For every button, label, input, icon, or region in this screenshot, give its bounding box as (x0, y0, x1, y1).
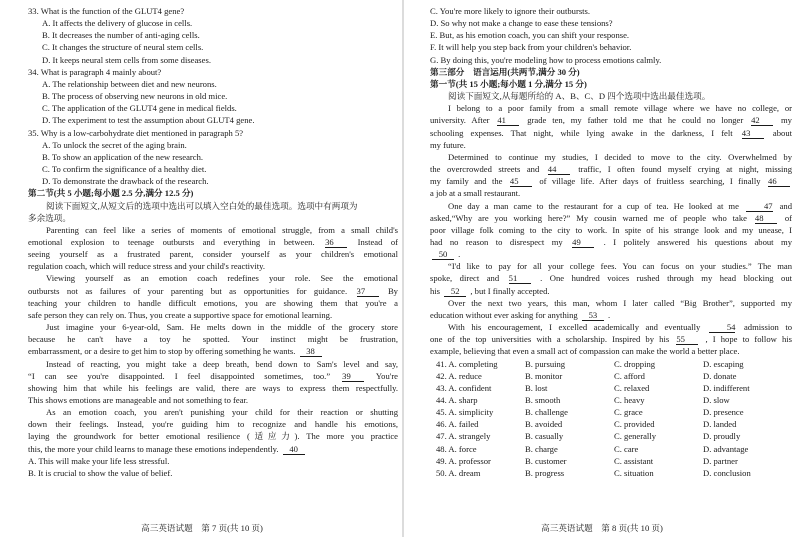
line-text: F. It will help you step back from your children's behavior. (430, 42, 632, 53)
blank-number: 55 (676, 335, 698, 345)
blank-number: 39 (342, 372, 364, 382)
line-text: D. The experiment to test the assumption about GLUT4 gene. (42, 115, 255, 126)
line-text-after: . I politely answered his questions about my (603, 236, 792, 247)
line-text-after: . One hundred voices rushed through my head blocking out (540, 273, 792, 284)
option-choice: D. conclusion (703, 467, 751, 478)
line-text: 阅读下面短文,从短文后的选项中选出可以填入空白处的最佳选项。选项中有两项为 (46, 200, 358, 211)
option-choice: B. monitor (525, 370, 563, 381)
text-line (430, 248, 792, 260)
blank-number: 47 (746, 202, 773, 212)
line-text: D. It keeps neural stem cells from some diseases. (42, 54, 211, 65)
line-text: a job at a small restaurant. (430, 188, 521, 199)
line-text: C. To confirm the significance of a healthy diet. (42, 164, 207, 175)
blank-number: 49 (572, 238, 594, 248)
blank-number: 53 (582, 311, 604, 321)
line-text: D. To demonstrate the drawback of the research. (42, 176, 209, 187)
line-text: Over the next two years, this man, whom I later called “Big Brother”, supported my (448, 297, 792, 308)
text-line (430, 309, 792, 321)
text-line (430, 5, 792, 17)
text-line (28, 297, 398, 309)
page-8-footer: 高三英语试题 第 8 页(共 10 页) (541, 523, 663, 533)
option-choice: C. dropping (614, 358, 656, 369)
option-choice: D. slow (703, 395, 730, 405)
text-line (28, 370, 398, 382)
line-text-after: traffic, I often found myself crying at night, missing (578, 164, 792, 175)
blank-number: 41 (497, 116, 519, 126)
text-line (28, 236, 398, 248)
option-choice: 47. A. strangely (436, 431, 491, 442)
text-line (430, 187, 792, 199)
page-7-footer: 高三英语试题 第 7 页(共 10 页) (141, 523, 263, 533)
line-text: my family and the (430, 176, 503, 187)
text-line (430, 17, 792, 29)
option-row (430, 418, 792, 430)
line-text: 多余选项。 (28, 212, 71, 223)
line-text: C. You're more likely to ignore their outbursts. (430, 6, 591, 16)
line-text: spoke, direct and (430, 273, 500, 284)
line-text-after: , but I finally accepted. (470, 285, 550, 296)
line-text: One day a man came to the restaurant for a cup of tea. He looked at me (448, 200, 739, 211)
page-7-text (28, 5, 398, 479)
text-line (28, 54, 398, 66)
text-line (430, 66, 792, 78)
line-text: schooling expenses. That night, while lying awake in the darkness, I felt (430, 127, 733, 138)
text-line (430, 285, 792, 297)
line-text: B. To show an application of the new research. (42, 151, 204, 162)
line-text-after: You're (375, 370, 398, 381)
line-text: B. The process of observing new neurons in old mice. (42, 91, 228, 102)
line-text-after: . (458, 249, 461, 260)
line-text: 34. What is paragraph 4 mainly about? (28, 66, 162, 77)
blank-number: 54 (709, 323, 736, 333)
text-line (28, 66, 398, 78)
blank-number: 38 (300, 347, 322, 357)
line-text: This shows emotions are manageable and not something to fear. (28, 395, 249, 405)
text-line (28, 212, 398, 224)
option-choice: D. indifferent (703, 382, 750, 393)
option-row (430, 467, 792, 479)
text-line (28, 224, 398, 236)
line-text: my future. (430, 139, 466, 150)
option-choice: C. situation (614, 467, 654, 478)
blank-number: 48 (755, 214, 777, 224)
option-choice: B. charge (525, 443, 558, 454)
line-text: 35. Why is a low-carbohydrate diet mentioned in paragraph 5? (28, 127, 244, 138)
text-line (430, 29, 792, 41)
line-text: A. This will make your life less stressful. (28, 455, 170, 466)
text-line (28, 406, 398, 418)
line-text-after: about (772, 127, 792, 138)
text-line (28, 200, 398, 212)
line-text: I belong to a poor family from a small remote village where we have no college, or (448, 103, 792, 114)
line-text: regulation coach, which will reduce stress and your child's reactivity. (28, 261, 266, 272)
option-choice: C. heavy (614, 395, 645, 405)
text-line (430, 345, 792, 357)
line-text: one of the top universities with a scholarship. Inspired by his (430, 334, 670, 345)
line-text: 阅读下面短文,从每题所给的 A、B、C、D 四个选项中选出最佳选项。 (448, 91, 711, 102)
text-line (28, 5, 398, 17)
blank-number: 46 (768, 177, 790, 187)
option-choice: B. pursuing (525, 358, 566, 369)
text-line (430, 321, 792, 333)
option-choice: D. landed (703, 419, 737, 430)
text-line (430, 90, 792, 102)
line-text: 第一节(共 15 小题;每小题 1 分,满分 15 分) (430, 78, 587, 89)
option-choice: B. avoided (525, 419, 563, 430)
line-text: Instead of reacting, you might take a deep breath, bend down to Sam's level and say, (46, 358, 398, 369)
option-choice: B. casually (525, 431, 564, 442)
line-text: outbursts not as failures of your parenting but as opportunities for guidance. (28, 285, 348, 296)
text-line (28, 285, 398, 297)
text-line (28, 139, 398, 151)
blank-number: 51 (509, 274, 531, 284)
option-choice: B. challenge (525, 407, 568, 418)
line-text: B. It decreases the number of anti-aging cells. (42, 30, 200, 41)
text-line (430, 236, 792, 248)
text-line (28, 248, 398, 260)
text-line (430, 54, 792, 66)
line-text: his (430, 285, 441, 296)
line-text: Parenting can feel like a series of moments of emotional struggle, from a small child's (46, 224, 398, 235)
text-line (28, 467, 398, 479)
text-line (430, 78, 792, 90)
line-text: the overcrowded streets and (430, 164, 540, 175)
line-text: Determined to continue my studies, I decided to move to the city. Overwhelmed by (448, 151, 792, 162)
option-row (430, 406, 792, 418)
text-line (28, 443, 398, 455)
line-text: poor village folk coming to the city to work. In spite of his strange look and my unease, I (430, 224, 792, 235)
line-text: education without ever asking for anything (430, 309, 578, 320)
option-choice: C. generally (614, 431, 656, 442)
option-choice: 46. A. failed (436, 419, 479, 430)
text-line (430, 114, 792, 126)
line-text-after: of village life. After days of fruitless searching, I finally (539, 176, 761, 187)
line-text-after: of (784, 212, 792, 223)
text-line (28, 455, 398, 467)
line-text: teaching your children to handle difficult emotions, you are showing them that you're a (28, 297, 398, 308)
text-line (28, 175, 398, 187)
text-line (28, 358, 398, 370)
line-text: C. The application of the GLUT4 gene in medical fields. (42, 103, 237, 114)
option-row (430, 382, 792, 394)
line-text: A. To unlock the secret of the aging brain. (42, 139, 187, 150)
text-line (430, 139, 792, 151)
text-line (28, 114, 398, 126)
option-choice: D. proudly (703, 431, 741, 442)
blank-number: 50 (432, 250, 454, 260)
option-choice: 49. A. professor (436, 455, 491, 466)
blank-number: 45 (510, 177, 532, 187)
blank-number: 52 (444, 287, 466, 297)
line-text: E. But, as his emotion coach, you can shift your response. (430, 30, 630, 41)
text-line (28, 151, 398, 163)
blank-number: 40 (283, 445, 305, 455)
text-line (28, 309, 398, 321)
blank-number: 42 (751, 116, 773, 126)
option-choice: 44. A. sharp (436, 395, 478, 405)
line-text: As an emotion coach, you aren't punishing your child for their reaction or shutting (46, 407, 398, 418)
line-text: because he can't have a toy he spotted. Your instinct might be frustration, (28, 334, 398, 345)
option-choice: C. grace (614, 407, 643, 418)
text-line (28, 90, 398, 102)
blank-number: 44 (548, 165, 570, 175)
text-line (430, 212, 792, 224)
line-text-after: grade ten, my father told me that he could no longer (527, 115, 744, 126)
line-text: 第二节(共 5 小题;每小题 2.5 分,满分 12.5 分) (28, 188, 194, 199)
text-line (28, 260, 398, 272)
line-text: G. By doing this, you're modeling how to process emotions calmly. (430, 54, 662, 65)
text-line (430, 151, 792, 163)
line-text-after: By (387, 285, 398, 296)
text-line (28, 29, 398, 41)
line-text: university. After (430, 115, 490, 126)
line-text: With his encouragement, I excelled academically and eventually (448, 322, 701, 333)
option-row (430, 455, 792, 467)
option-choice: 42. A. reduce (436, 370, 482, 381)
line-text: down their feelings. Instead, you're guiding him to recognize and handle his emotions, (28, 419, 398, 430)
blank-number: 37 (357, 287, 379, 297)
text-line (28, 345, 398, 357)
option-choice: C. assistant (614, 455, 654, 466)
page-8-text (430, 5, 792, 358)
line-text: showing him that while his feelings are valid, there are ways to express them respectfully. (28, 382, 398, 393)
text-line (430, 41, 792, 53)
text-line (28, 333, 398, 345)
text-line (430, 333, 792, 345)
line-text: 33. What is the function of the GLUT4 gene? (28, 6, 185, 16)
option-choice: 48. A. force (436, 443, 477, 454)
option-row (430, 370, 792, 382)
text-line (28, 321, 398, 333)
option-choice: B. lost (525, 382, 548, 393)
line-text: A. The relationship between diet and new neurons. (42, 78, 217, 89)
line-text: “I can see you're disappointed. I feel disappointed sometimes, too.” (28, 370, 331, 381)
text-line (430, 200, 792, 212)
text-line (28, 163, 398, 175)
line-text: B. It is crucial to show the value of belief. (28, 467, 173, 478)
option-choice: C. relaxed (614, 382, 650, 393)
option-row (430, 358, 792, 370)
option-row (430, 430, 792, 442)
text-line (28, 382, 398, 394)
line-text: seeing yourself as a frustrated parent, consider yourself as your children's emotional (28, 249, 398, 260)
line-text-after: , I hope to follow his (705, 334, 792, 345)
line-text: had no reason to disrespect my (430, 236, 563, 247)
option-choice: 50. A. dream (436, 467, 481, 478)
text-line (430, 224, 792, 236)
text-line (28, 394, 398, 406)
text-line (28, 127, 398, 139)
option-choice: C. afford (614, 370, 645, 381)
blank-number: 36 (325, 238, 347, 248)
text-line (28, 272, 398, 284)
line-text-after: admission to (743, 322, 792, 333)
option-choice: D. donate (703, 370, 737, 381)
option-choice: B. smooth (525, 395, 561, 405)
line-text-after: Instead of (357, 236, 398, 247)
option-choice: D. partner (703, 455, 738, 466)
text-line (28, 41, 398, 53)
blank-number: 43 (742, 129, 764, 139)
line-text: embarrassment, or a desire to get him to stop by offering something he wants. (28, 346, 296, 357)
text-line (430, 272, 792, 284)
option-choice: D. escaping (703, 358, 744, 369)
option-row (430, 394, 792, 406)
option-choice: 45. A. simplicity (436, 407, 494, 418)
text-line (430, 127, 792, 139)
text-line (430, 175, 792, 187)
option-row (430, 443, 792, 455)
line-text: laying the groundwork for better emotional resilience (适应力). The more you practice (28, 431, 398, 442)
line-text: asked,“Why are you working here?” My cousin warned me of people who take (430, 212, 747, 223)
text-line (430, 102, 792, 114)
text-line (28, 78, 398, 90)
line-text: Just imagine your 6-year-old, Sam. He melts down in the middle of the grocery store (46, 322, 398, 333)
option-choice: C. provided (614, 419, 655, 430)
line-text: example, believing that even a small act of compassion can make the world a better place. (430, 346, 740, 357)
line-text: C. It changes the structure of neural stem cells. (42, 42, 204, 53)
text-line (28, 430, 398, 442)
line-text: this, the more your child learns to manage these emotions independently. (28, 443, 279, 454)
line-text: “I'd like to pay for all your college fees. You can focus on your studies.” The man (448, 261, 792, 272)
cloze-options (430, 358, 792, 480)
line-text: D. So why not make a change to ease these tensions? (430, 18, 613, 29)
page-8 (404, 0, 800, 537)
line-text: emotional explosion to teenage outbursts and everything in between. (28, 236, 315, 247)
option-choice: B. customer (525, 455, 567, 466)
text-line (430, 163, 792, 175)
option-choice: D. presence (703, 407, 744, 418)
line-text-after: . (608, 309, 611, 320)
line-text: safe person they can rely on. Thus, you create a supportive space for emotional learning. (28, 309, 333, 320)
line-text: A. It affects the delivery of glucose in cells. (42, 18, 193, 29)
text-line (28, 102, 398, 114)
text-line (430, 297, 792, 309)
line-text: 第三部分 语言运用(共两节,满分 30 分) (430, 66, 580, 77)
option-choice: B. progress (525, 467, 565, 478)
text-line (430, 260, 792, 272)
line-text-after: my (780, 115, 792, 126)
text-line (28, 187, 398, 199)
line-text-after: and (779, 200, 792, 211)
text-line (28, 418, 398, 430)
option-choice: 43. A. confident (436, 382, 492, 393)
text-line (28, 17, 398, 29)
option-choice: C. care (614, 443, 639, 454)
option-choice: D. advantage (703, 443, 749, 454)
line-text: Viewing yourself as an emotion coach redefines your role. See the emotional (46, 273, 398, 284)
option-choice: 41. A. completing (436, 358, 498, 369)
